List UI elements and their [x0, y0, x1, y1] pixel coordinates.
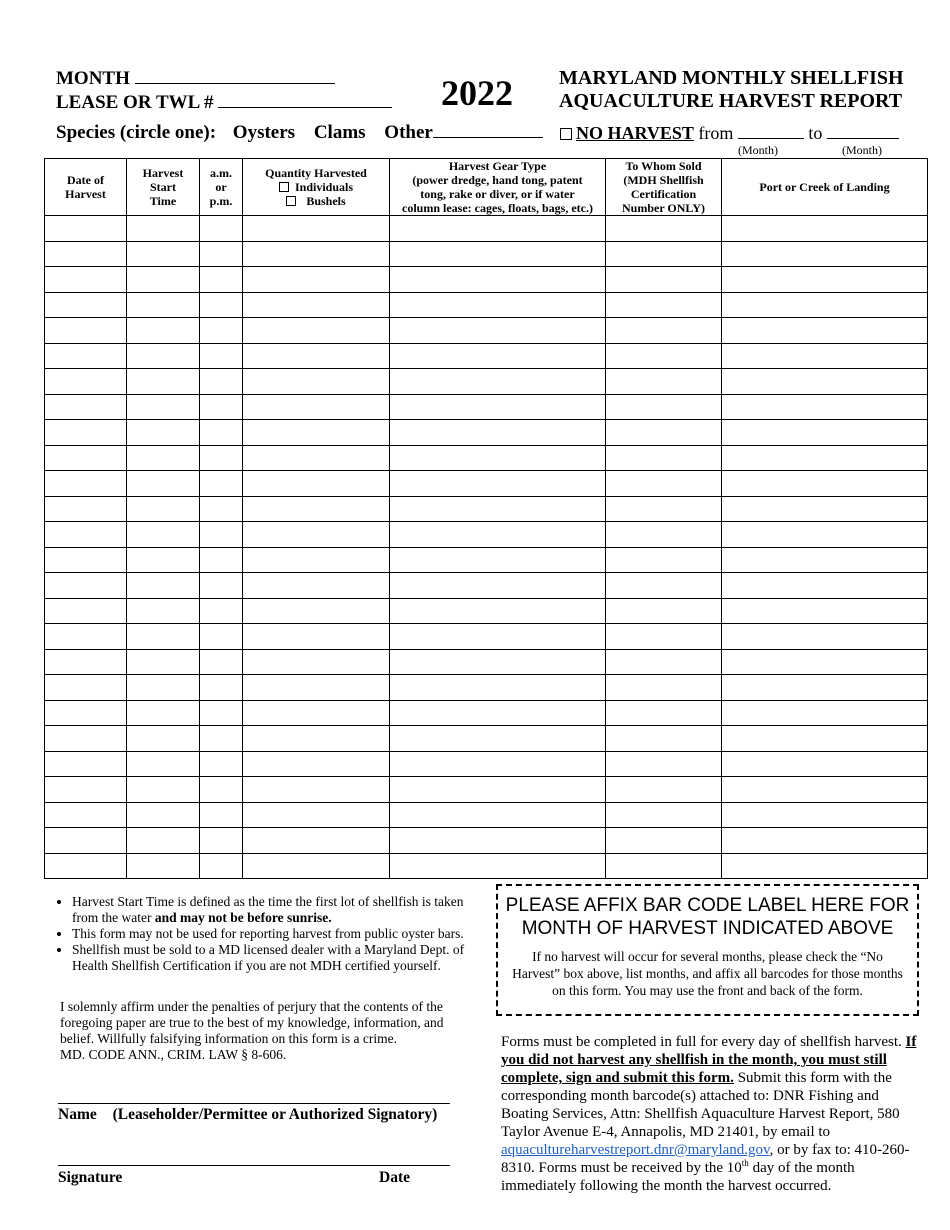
table-cell[interactable] — [243, 547, 390, 573]
quantity-option-individuals[interactable] — [243, 180, 389, 194]
lease-input-line[interactable] — [218, 93, 392, 108]
table-cell[interactable] — [606, 700, 722, 726]
table-cell[interactable] — [45, 649, 127, 675]
table-cell[interactable] — [722, 675, 928, 701]
instructions-text-1: Forms must be completed in full for every day of shellfish harvest. — [501, 1034, 906, 1050]
table-cell[interactable] — [722, 547, 928, 573]
table-row — [45, 777, 928, 803]
table-cell[interactable] — [200, 420, 243, 446]
table-cell[interactable] — [243, 624, 390, 650]
table-row — [45, 394, 928, 420]
table-cell[interactable] — [200, 216, 243, 242]
header-start-line: Time — [149, 194, 177, 208]
individuals-label: Individuals — [294, 180, 354, 194]
barcode-line-2: MONTH OF HARVEST INDICATED ABOVE — [521, 918, 894, 939]
bushels-label: Bushels — [306, 194, 346, 208]
name-hint: (Leaseholder/Permittee or Authorized Signatory) — [112, 1106, 438, 1123]
table-cell[interactable] — [200, 241, 243, 267]
header-sold-line: Certification — [630, 187, 697, 201]
table-cell[interactable] — [390, 751, 606, 777]
species-oysters[interactable]: Oysters — [232, 122, 296, 143]
header-ampm-line: p.m. — [209, 194, 233, 208]
table-cell[interactable] — [200, 522, 243, 548]
table-cell[interactable] — [127, 369, 200, 395]
header-gear-line: column lease: cages, floats, bags, etc.) — [402, 201, 593, 215]
header-quantity-title: Quantity Harvested — [265, 166, 367, 180]
table-cell[interactable] — [243, 241, 390, 267]
table-cell[interactable] — [200, 318, 243, 344]
instructions-superscript: th — [741, 1158, 749, 1168]
month-hint-to: (Month) — [842, 143, 882, 157]
table-cell[interactable] — [200, 471, 243, 497]
table-cell[interactable] — [606, 267, 722, 293]
date-label: Date — [379, 1169, 410, 1186]
table-cell[interactable] — [200, 445, 243, 471]
barcode-label-area[interactable] — [496, 884, 919, 1016]
table-cell[interactable] — [45, 318, 127, 344]
table-cell[interactable] — [722, 573, 928, 599]
table-cell[interactable] — [722, 267, 928, 293]
table-cell[interactable] — [200, 649, 243, 675]
table-cell[interactable] — [722, 369, 928, 395]
table-cell[interactable] — [243, 420, 390, 446]
note-1-emphasis: and may not be before sunrise. — [154, 910, 332, 925]
species-row — [56, 122, 543, 144]
table-cell[interactable] — [127, 726, 200, 752]
no-harvest-from-line[interactable] — [738, 124, 804, 139]
table-cell[interactable] — [127, 828, 200, 854]
affirmation-code: MD. CODE ANN., CRIM. LAW § 8-606. — [60, 1047, 287, 1062]
table-cell[interactable] — [390, 573, 606, 599]
table-cell[interactable] — [243, 726, 390, 752]
table-cell[interactable] — [390, 394, 606, 420]
table-cell[interactable] — [243, 267, 390, 293]
table-cell[interactable] — [390, 853, 606, 879]
table-cell[interactable] — [390, 267, 606, 293]
table-cell[interactable] — [243, 292, 390, 318]
species-clams[interactable]: Clams — [313, 122, 366, 143]
table-cell[interactable] — [390, 369, 606, 395]
table-cell[interactable] — [200, 394, 243, 420]
table-row — [45, 726, 928, 752]
table-cell[interactable] — [243, 522, 390, 548]
affirmation-text: I solemnly affirm under the penalties of perjury that the contents of the foregoing paper are true to the best of my knowledge, information, and belief. Willfully falsifying information on this form is a crime. — [60, 999, 444, 1046]
header-quantity — [243, 159, 390, 216]
header-date — [45, 159, 127, 216]
header-start-time — [127, 159, 200, 216]
month-field[interactable] — [56, 68, 335, 90]
table-cell[interactable] — [45, 726, 127, 752]
table-cell[interactable] — [127, 267, 200, 293]
table-cell[interactable] — [390, 471, 606, 497]
table-row — [45, 216, 928, 242]
table-cell[interactable] — [127, 700, 200, 726]
table-cell[interactable] — [127, 522, 200, 548]
table-header-row — [45, 159, 928, 216]
table-cell[interactable] — [243, 343, 390, 369]
table-cell[interactable] — [45, 369, 127, 395]
table-cell[interactable] — [243, 496, 390, 522]
table-cell[interactable] — [722, 471, 928, 497]
table-cell[interactable] — [390, 496, 606, 522]
table-cell[interactable] — [45, 547, 127, 573]
table-cell[interactable] — [45, 420, 127, 446]
submission-email-link[interactable]: aquacultureharvestreport.dnr@maryland.gov — [501, 1142, 770, 1158]
name-label: Name — [58, 1106, 97, 1123]
instructions-text-2: Submit this form with the corresponding month barcode(s) attached to: DNR Fishing and Boating Services, Attn: Shellfish Aquaculture Harvest Report, 580 Taylor Avenue E-4, Annapolis, MD 21401, by email to — [501, 1070, 900, 1140]
table-row — [45, 853, 928, 879]
table-cell[interactable] — [722, 700, 928, 726]
species-other-line[interactable] — [433, 123, 543, 138]
table-cell[interactable] — [606, 292, 722, 318]
table-row — [45, 471, 928, 497]
table-cell[interactable] — [243, 216, 390, 242]
table-cell[interactable] — [722, 343, 928, 369]
table-cell[interactable] — [722, 751, 928, 777]
header-gear-line: tong, rake or diver, or if water — [420, 187, 575, 201]
table-cell[interactable] — [243, 394, 390, 420]
table-cell[interactable] — [243, 369, 390, 395]
table-cell[interactable] — [606, 853, 722, 879]
table-row — [45, 522, 928, 548]
table-cell[interactable] — [606, 394, 722, 420]
table-cell[interactable] — [722, 726, 928, 752]
table-cell[interactable] — [390, 675, 606, 701]
barcode-line-1: PLEASE AFFIX BAR CODE LABEL HERE FOR — [505, 895, 910, 916]
table-cell[interactable] — [200, 573, 243, 599]
table-cell[interactable] — [606, 496, 722, 522]
table-cell[interactable] — [127, 394, 200, 420]
signature-line[interactable] — [58, 1165, 450, 1166]
table-cell[interactable] — [606, 343, 722, 369]
table-cell[interactable] — [390, 318, 606, 344]
table-row — [45, 751, 928, 777]
harvest-log-table — [44, 158, 928, 879]
table-cell[interactable] — [127, 241, 200, 267]
name-signature-line[interactable] — [58, 1103, 450, 1104]
table-cell[interactable] — [200, 675, 243, 701]
table-cell[interactable] — [45, 828, 127, 854]
table-cell[interactable] — [200, 547, 243, 573]
table-cell[interactable] — [606, 726, 722, 752]
header-ampm-line: or — [215, 180, 227, 194]
species-other[interactable]: Other — [384, 122, 433, 143]
table-cell[interactable] — [45, 853, 127, 879]
table-cell[interactable] — [45, 675, 127, 701]
instructions-text-4: day of the month immediately following the month the harvest occurred. — [501, 1160, 855, 1194]
table-cell[interactable] — [45, 241, 127, 267]
table-cell[interactable] — [606, 598, 722, 624]
table-row — [45, 675, 928, 701]
table-cell[interactable] — [127, 445, 200, 471]
table-row — [45, 241, 928, 267]
note-1-text: Harvest Start Time is defined as the time the first lot of shellfish is taken from the water — [72, 894, 464, 925]
table-cell[interactable] — [200, 496, 243, 522]
table-cell[interactable] — [127, 853, 200, 879]
table-cell[interactable] — [45, 522, 127, 548]
table-cell[interactable] — [45, 216, 127, 242]
table-cell[interactable] — [127, 292, 200, 318]
header-sold-line: To Whom Sold — [625, 159, 702, 173]
table-cell[interactable] — [390, 726, 606, 752]
table-cell[interactable] — [606, 777, 722, 803]
table-cell[interactable] — [243, 318, 390, 344]
table-row — [45, 802, 928, 828]
table-cell[interactable] — [722, 649, 928, 675]
table-cell[interactable] — [243, 853, 390, 879]
note-dealer: • Shellfish must be sold to a MD licensed dealer with a Maryland Dept. of Health Shellfish Certification if you are not MDH certified yourself. — [72, 942, 486, 974]
table-cell[interactable] — [606, 241, 722, 267]
header-port: Port or Creek of Landing — [722, 159, 928, 216]
bushels-checkbox[interactable] — [286, 196, 296, 206]
table-cell[interactable] — [722, 496, 928, 522]
table-cell[interactable] — [722, 828, 928, 854]
table-cell[interactable] — [243, 598, 390, 624]
table-row — [45, 700, 928, 726]
table-cell[interactable] — [606, 547, 722, 573]
header-sold-line: (MDH Shellfish — [623, 173, 704, 187]
table-cell[interactable] — [606, 802, 722, 828]
header-sold-line: Number ONLY) — [621, 201, 705, 215]
table-row — [45, 547, 928, 573]
table-cell[interactable] — [606, 751, 722, 777]
header-ampm — [200, 159, 243, 216]
no-harvest-label: NO HARVEST — [576, 123, 694, 143]
header-start-line: Start — [150, 180, 176, 194]
table-cell[interactable] — [127, 802, 200, 828]
table-cell[interactable] — [45, 267, 127, 293]
table-cell[interactable] — [243, 573, 390, 599]
table-cell[interactable] — [127, 547, 200, 573]
table-cell[interactable] — [390, 343, 606, 369]
no-harvest-checkbox[interactable] — [560, 128, 572, 140]
header-date-line: Harvest — [65, 187, 106, 201]
table-row — [45, 598, 928, 624]
lease-field[interactable] — [56, 92, 392, 114]
table-cell[interactable] — [606, 471, 722, 497]
table-cell[interactable] — [127, 777, 200, 803]
table-row — [45, 318, 928, 344]
table-cell[interactable] — [390, 777, 606, 803]
table-row — [45, 828, 928, 854]
table-cell[interactable] — [200, 777, 243, 803]
no-harvest-from: from — [698, 123, 734, 143]
table-cell[interactable] — [127, 624, 200, 650]
barcode-instruction — [498, 894, 917, 940]
table-cell[interactable] — [45, 751, 127, 777]
table-cell[interactable] — [243, 751, 390, 777]
species-label: Species (circle one): — [56, 122, 217, 143]
table-cell[interactable] — [127, 675, 200, 701]
lease-label: LEASE OR TWL # — [56, 92, 214, 113]
name-label-row — [58, 1106, 437, 1124]
table-cell[interactable] — [390, 828, 606, 854]
table-cell[interactable] — [243, 777, 390, 803]
table-cell[interactable] — [722, 445, 928, 471]
instructions-text-3: , or by fax to: 410-260-8310. Forms must be received by the 10 — [501, 1142, 910, 1176]
table-cell[interactable] — [722, 216, 928, 242]
table-cell[interactable] — [243, 471, 390, 497]
table-cell[interactable] — [200, 624, 243, 650]
header-gear-line: (power dredge, hand tong, patent — [412, 173, 583, 187]
table-row — [45, 292, 928, 318]
table-cell[interactable] — [45, 292, 127, 318]
no-harvest-to: to — [808, 123, 823, 143]
table-cell[interactable] — [722, 522, 928, 548]
table-cell[interactable] — [127, 496, 200, 522]
report-year: 2022 — [441, 73, 513, 113]
table-cell[interactable] — [45, 802, 127, 828]
table-cell[interactable] — [243, 828, 390, 854]
table-row — [45, 624, 928, 650]
table-cell[interactable] — [45, 573, 127, 599]
note-public-bars: • This form may not be used for reporting harvest from public oyster bars. — [72, 926, 486, 942]
table-cell[interactable] — [127, 216, 200, 242]
individuals-checkbox[interactable] — [279, 182, 289, 192]
table-cell[interactable] — [127, 471, 200, 497]
table-cell[interactable] — [390, 522, 606, 548]
table-cell[interactable] — [722, 853, 928, 879]
table-cell[interactable] — [722, 394, 928, 420]
table-cell[interactable] — [45, 700, 127, 726]
signature-label: Signature — [58, 1169, 123, 1186]
table-cell[interactable] — [243, 649, 390, 675]
table-cell[interactable] — [722, 241, 928, 267]
table-cell[interactable] — [390, 547, 606, 573]
table-cell[interactable] — [390, 445, 606, 471]
table-cell[interactable] — [127, 420, 200, 446]
affirmation — [60, 999, 480, 1063]
table-cell[interactable] — [606, 675, 722, 701]
table-cell[interactable] — [200, 598, 243, 624]
title-line-2: AQUACULTURE HARVEST REPORT — [559, 90, 903, 112]
table-cell[interactable] — [606, 369, 722, 395]
table-cell[interactable] — [200, 700, 243, 726]
table-cell[interactable] — [606, 216, 722, 242]
header-ampm-line: a.m. — [210, 166, 232, 180]
table-cell[interactable] — [127, 318, 200, 344]
month-hint-from: (Month) — [738, 143, 778, 157]
instructions-emphasis: If you did not harvest any shellfish in the month, you must still complete, sign and submit this form. — [501, 1034, 917, 1086]
table-cell[interactable] — [390, 624, 606, 650]
table-cell[interactable] — [390, 216, 606, 242]
table-cell[interactable] — [606, 522, 722, 548]
header-gear-line: Harvest Gear Type — [448, 159, 547, 173]
header-start-line: Harvest — [142, 166, 184, 180]
table-cell[interactable] — [45, 496, 127, 522]
table-cell[interactable] — [45, 471, 127, 497]
table-cell[interactable] — [243, 675, 390, 701]
barcode-note: If no harvest will occur for several months, please check the “No Harvest” box above, list months, and affix all barcodes for those months on this form. You may use the front and back of the form. — [512, 949, 903, 998]
table-cell[interactable] — [45, 394, 127, 420]
submission-instructions — [501, 1033, 919, 1195]
table-cell[interactable] — [390, 649, 606, 675]
table-cell[interactable] — [127, 649, 200, 675]
table-cell[interactable] — [390, 292, 606, 318]
table-cell[interactable] — [200, 802, 243, 828]
table-cell[interactable] — [722, 777, 928, 803]
table-cell[interactable] — [243, 445, 390, 471]
table-cell[interactable] — [200, 267, 243, 293]
table-cell[interactable] — [45, 598, 127, 624]
no-harvest-row — [560, 123, 899, 144]
table-cell[interactable] — [45, 445, 127, 471]
table-row — [45, 343, 928, 369]
header-date-line: Date of — [67, 173, 104, 187]
table-cell[interactable] — [127, 573, 200, 599]
table-cell[interactable] — [722, 598, 928, 624]
table-row — [45, 369, 928, 395]
table-cell[interactable] — [606, 318, 722, 344]
table-cell[interactable] — [606, 649, 722, 675]
quantity-option-bushels[interactable] — [243, 194, 389, 208]
table-cell[interactable] — [606, 573, 722, 599]
table-cell[interactable] — [200, 343, 243, 369]
table-cell[interactable] — [127, 751, 200, 777]
month-input-line[interactable] — [135, 69, 335, 84]
table-cell[interactable] — [390, 420, 606, 446]
table-cell[interactable] — [606, 445, 722, 471]
table-cell[interactable] — [243, 802, 390, 828]
notes-section — [56, 894, 486, 974]
table-cell[interactable] — [722, 420, 928, 446]
table-body — [45, 216, 928, 879]
table-cell[interactable] — [200, 726, 243, 752]
table-cell[interactable] — [200, 292, 243, 318]
table-cell[interactable] — [722, 292, 928, 318]
note-start-time — [72, 894, 486, 926]
table-cell[interactable] — [390, 598, 606, 624]
table-cell[interactable] — [390, 802, 606, 828]
table-cell[interactable] — [606, 624, 722, 650]
no-harvest-to-line[interactable] — [827, 124, 899, 139]
table-row — [45, 267, 928, 293]
table-cell[interactable] — [200, 751, 243, 777]
table-cell[interactable] — [45, 777, 127, 803]
table-cell[interactable] — [390, 700, 606, 726]
table-cell[interactable] — [243, 700, 390, 726]
header-to-whom-sold — [606, 159, 722, 216]
table-cell[interactable] — [722, 624, 928, 650]
table-cell[interactable] — [606, 828, 722, 854]
table-cell[interactable] — [722, 802, 928, 828]
table-row — [45, 573, 928, 599]
table-cell[interactable] — [200, 828, 243, 854]
notes-list — [56, 894, 486, 974]
table-cell[interactable] — [200, 369, 243, 395]
month-label: MONTH — [56, 68, 130, 89]
table-cell[interactable] — [200, 853, 243, 879]
report-title — [559, 67, 904, 113]
table-cell[interactable] — [606, 420, 722, 446]
table-cell[interactable] — [45, 624, 127, 650]
table-cell[interactable] — [45, 343, 127, 369]
table-cell[interactable] — [127, 343, 200, 369]
header-gear-type — [390, 159, 606, 216]
table-cell[interactable] — [722, 318, 928, 344]
table-row — [45, 649, 928, 675]
table-row — [45, 496, 928, 522]
table-cell[interactable] — [390, 241, 606, 267]
table-row — [45, 420, 928, 446]
title-line-1: MARYLAND MONTHLY SHELLFISH — [559, 67, 904, 89]
table-cell[interactable] — [127, 598, 200, 624]
table-row — [45, 445, 928, 471]
